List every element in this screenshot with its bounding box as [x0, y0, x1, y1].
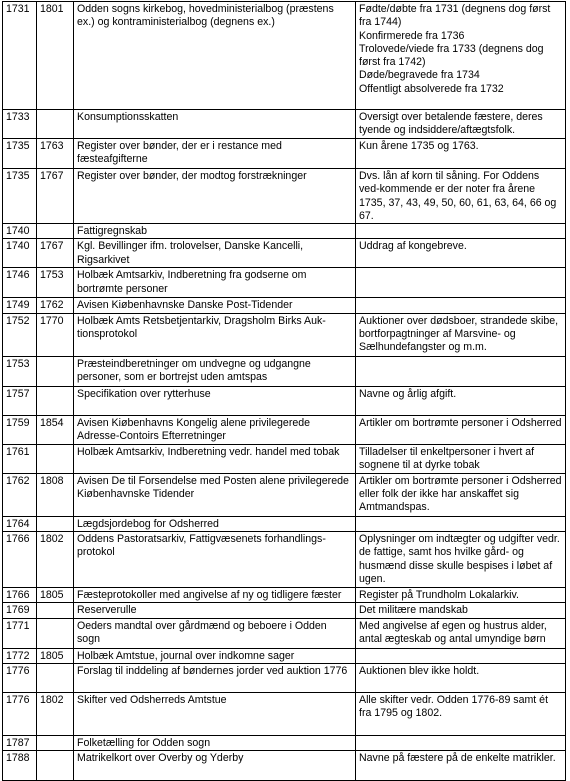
- note-line: Auktioner over dødsboer, strandede skibe, bortforpagtninger af Marsvine- og Sælhundefangster og m.m.: [359, 314, 559, 354]
- year-from-cell: 1762: [3, 473, 37, 516]
- year-to-cell: 1802: [37, 692, 74, 735]
- year-from-cell: 1757: [3, 386, 37, 415]
- table-row: [3, 298, 566, 313]
- year-from-cell: 1731: [3, 2, 37, 110]
- source-title-cell: Matrikelkort over Overby og Yderby: [74, 751, 356, 781]
- notes-cell: [356, 268, 566, 298]
- notes-cell: [356, 298, 566, 313]
- year-from-cell: 1771: [3, 618, 37, 648]
- notes-cell: [356, 110, 566, 139]
- year-from-cell: 1759: [3, 415, 37, 444]
- source-title-cell: Fæsteprotokoller med angivelse af ny og tidligere fæster: [74, 588, 356, 603]
- table-row: [3, 313, 566, 356]
- source-title-cell: Folketælling for Odden sogn: [74, 735, 356, 750]
- notes-cell: [356, 239, 566, 268]
- table-row: [3, 444, 566, 473]
- source-title-cell: Avisen Kiøbenhavnske Danske Post-Tidender: [74, 298, 356, 313]
- year-to-cell: 1801: [37, 2, 74, 110]
- table-row: [3, 415, 566, 444]
- year-to-cell: [37, 751, 74, 781]
- table-row: [3, 386, 566, 415]
- source-title-cell: Præsteindberetninger om undvegne og udgangne personer, som er bortrejst uden amtspas: [74, 356, 356, 386]
- source-title-cell: Odden sogns kirkebog, hovedministerialbog (præstens ex.) og kontraministerialbog (degnens ex.): [74, 2, 356, 110]
- notes-cell: [356, 444, 566, 473]
- source-title-cell: Skifter ved Odsherreds Amtstue: [74, 692, 356, 735]
- year-to-cell: [37, 386, 74, 415]
- year-from-cell: 1761: [3, 444, 37, 473]
- archive-table: [2, 1, 566, 781]
- notes-cell: [356, 603, 566, 618]
- source-title-cell: Holbæk Amtsarkiv, Indberetning fra godserne om bortrømte personer: [74, 268, 356, 298]
- year-to-cell: 1767: [37, 239, 74, 268]
- table-row: [3, 473, 566, 516]
- notes-cell: [356, 386, 566, 415]
- source-title-cell: Konsumptionsskatten: [74, 110, 356, 139]
- notes-cell: [356, 663, 566, 692]
- year-to-cell: [37, 224, 74, 239]
- table-row: [3, 692, 566, 735]
- source-title-cell: Register over bønder, der er i restance med fæsteafgifterne: [74, 139, 356, 169]
- source-title-cell: Register over bønder, der modtog forstrækninger: [74, 169, 356, 224]
- notes-cell: [356, 618, 566, 648]
- year-from-cell: 1766: [3, 532, 37, 588]
- year-from-cell: 1788: [3, 751, 37, 781]
- year-from-cell: 1787: [3, 735, 37, 750]
- note-line: Oversigt over betalende fæstere, deres tyende og indsiddere/aftægtsfolk.: [359, 111, 543, 137]
- table-row: [3, 239, 566, 268]
- note-line: Auktionen blev ikke holdt.: [359, 664, 480, 677]
- notes-cell: [356, 588, 566, 603]
- source-title-cell: Lægdsjordebog for Odsherred: [74, 516, 356, 531]
- year-to-cell: [37, 618, 74, 648]
- source-title-cell: Holbæk Amtsarkiv, Indberetning vedr. handel med tobak: [74, 444, 356, 473]
- note-line: Uddrag af kongebreve.: [359, 240, 467, 253]
- year-to-cell: [37, 356, 74, 386]
- source-title-cell: Forslag til inddeling af bøndernes jorder ved auktion 1776: [74, 663, 356, 692]
- year-from-cell: 1766: [3, 588, 37, 603]
- note-line: Det militære mandskab: [359, 604, 468, 617]
- note-line: Trolovede/viede fra 1733 (degnens dog først fra 1742): [359, 42, 544, 69]
- note-line: Kun årene 1735 og 1763.: [359, 140, 479, 152]
- year-to-cell: [37, 516, 74, 531]
- source-title-cell: Avisen De til Forsendelse med Posten alene privilegerede Kiøbenhavnske Tidender: [74, 473, 356, 516]
- table-body: [3, 2, 566, 781]
- notes-cell: [356, 139, 566, 169]
- notes-cell: [356, 2, 566, 110]
- notes-cell: [356, 224, 566, 239]
- note-line: Offentligt absolverede fra 1732: [359, 82, 504, 95]
- table-row: [3, 356, 566, 386]
- source-title-cell: Oddens Pastoratsarkiv, Fattigvæsenets forhandlings-protokol: [74, 532, 356, 588]
- year-from-cell: 1772: [3, 648, 37, 663]
- notes-cell: [356, 356, 566, 386]
- table-row: [3, 268, 566, 298]
- year-from-cell: 1776: [3, 663, 37, 692]
- table-row: [3, 588, 566, 603]
- year-to-cell: 1808: [37, 473, 74, 516]
- note-line: Alle skifter vedr. Odden 1776-89 samt ét fra 1795 og 1802.: [359, 693, 549, 720]
- notes-cell: [356, 313, 566, 356]
- year-to-cell: 1802: [37, 532, 74, 588]
- table-row: [3, 169, 566, 224]
- notes-cell: [356, 532, 566, 588]
- source-title-cell: Oeders mandtal over gårdmænd og beboere i Odden sogn: [74, 618, 356, 648]
- notes-cell: [356, 751, 566, 781]
- table-row: [3, 735, 566, 750]
- year-from-cell: 1735: [3, 169, 37, 224]
- table-row: [3, 516, 566, 531]
- year-to-cell: [37, 603, 74, 618]
- table-row: [3, 603, 566, 618]
- notes-cell: [356, 692, 566, 735]
- notes-cell: [356, 415, 566, 444]
- notes-cell: [356, 648, 566, 663]
- year-from-cell: 1753: [3, 356, 37, 386]
- note-line: Navne på fæstere på de enkelte matrikler.: [359, 752, 556, 765]
- source-title-cell: Avisen Kiøbenhavns Kongelig alene privilegerede Adresse-Contoirs Efterretninger: [74, 415, 356, 444]
- table-row: [3, 751, 566, 781]
- note-line: Register på Trundholm Lokalarkiv.: [359, 589, 519, 602]
- note-line: Med angivelse af egen og hustrus alder, antal ægteskab og antal umyndige børn: [359, 619, 547, 645]
- year-to-cell: 1753: [37, 268, 74, 298]
- table-row: [3, 224, 566, 239]
- year-to-cell: 1805: [37, 588, 74, 603]
- year-to-cell: 1854: [37, 415, 74, 444]
- year-from-cell: 1776: [3, 692, 37, 735]
- year-to-cell: [37, 110, 74, 139]
- note-line: Tilladelser til enkeltpersoner i hvert af sognene til at dyrke tobak: [359, 445, 535, 472]
- source-title-cell: Specifikation over rytterhuse: [74, 386, 356, 415]
- source-title-cell: Holbæk Amts Retsbetjentarkiv, Dragsholm Birks Auk-tionsprotokol: [74, 313, 356, 356]
- table-row: [3, 110, 566, 139]
- year-to-cell: [37, 444, 74, 473]
- source-title-cell: Reserverulle: [74, 603, 356, 618]
- note-line: Fødte/døbte fra 1731 (degnens dog først fra 1744): [359, 3, 551, 29]
- notes-cell: [356, 169, 566, 224]
- year-from-cell: 1752: [3, 313, 37, 356]
- notes-cell: [356, 516, 566, 531]
- note-line: Artikler om bortrømte personer i Odsherred: [359, 416, 562, 429]
- source-title-cell: Kgl. Bevillinger ifm. trolovelser, Danske Kancelli, Rigsarkivet: [74, 239, 356, 268]
- year-from-cell: 1735: [3, 139, 37, 169]
- notes-cell: [356, 735, 566, 750]
- year-from-cell: 1769: [3, 603, 37, 618]
- year-from-cell: 1733: [3, 110, 37, 139]
- year-from-cell: 1746: [3, 268, 37, 298]
- table-row: [3, 663, 566, 692]
- table-row: [3, 648, 566, 663]
- year-to-cell: [37, 663, 74, 692]
- table-row: [3, 2, 566, 110]
- table-row: [3, 532, 566, 588]
- note-line: Navne og årlig afgift.: [359, 387, 457, 400]
- year-from-cell: 1740: [3, 239, 37, 268]
- note-line: Døde/begravede fra 1734: [359, 69, 480, 82]
- note-line: Artikler om bortrømte personer i Odsherred eller folk der ikke har anskaffet sig Amtmandspas.: [359, 474, 562, 514]
- table-row: [3, 139, 566, 169]
- year-to-cell: 1762: [37, 298, 74, 313]
- year-from-cell: 1749: [3, 298, 37, 313]
- table-row: [3, 618, 566, 648]
- year-to-cell: [37, 735, 74, 750]
- year-to-cell: 1767: [37, 169, 74, 224]
- source-title-cell: Holbæk Amtstue, journal over indkomne sager: [74, 648, 356, 663]
- note-line: Dvs. lån af korn til såning. For Oddens ved-kommende er der noter fra årene 1735, 37, 43, 49, 50, 60, 61, 63, 64, 66 og 67.: [359, 170, 557, 222]
- note-line: Oplysninger om indtægter og udgifter vedr. de fattige, samt hos hvilke gård- og husmænd disse skulle bespises i løbet af ugen.: [359, 533, 560, 585]
- year-to-cell: 1770: [37, 313, 74, 356]
- note-line: Konfirmerede fra 1736: [359, 29, 465, 42]
- year-from-cell: 1764: [3, 516, 37, 531]
- year-to-cell: 1763: [37, 139, 74, 169]
- source-title-cell: Fattigregnskab: [74, 224, 356, 239]
- year-from-cell: 1740: [3, 224, 37, 239]
- notes-cell: [356, 473, 566, 516]
- year-to-cell: 1805: [37, 648, 74, 663]
